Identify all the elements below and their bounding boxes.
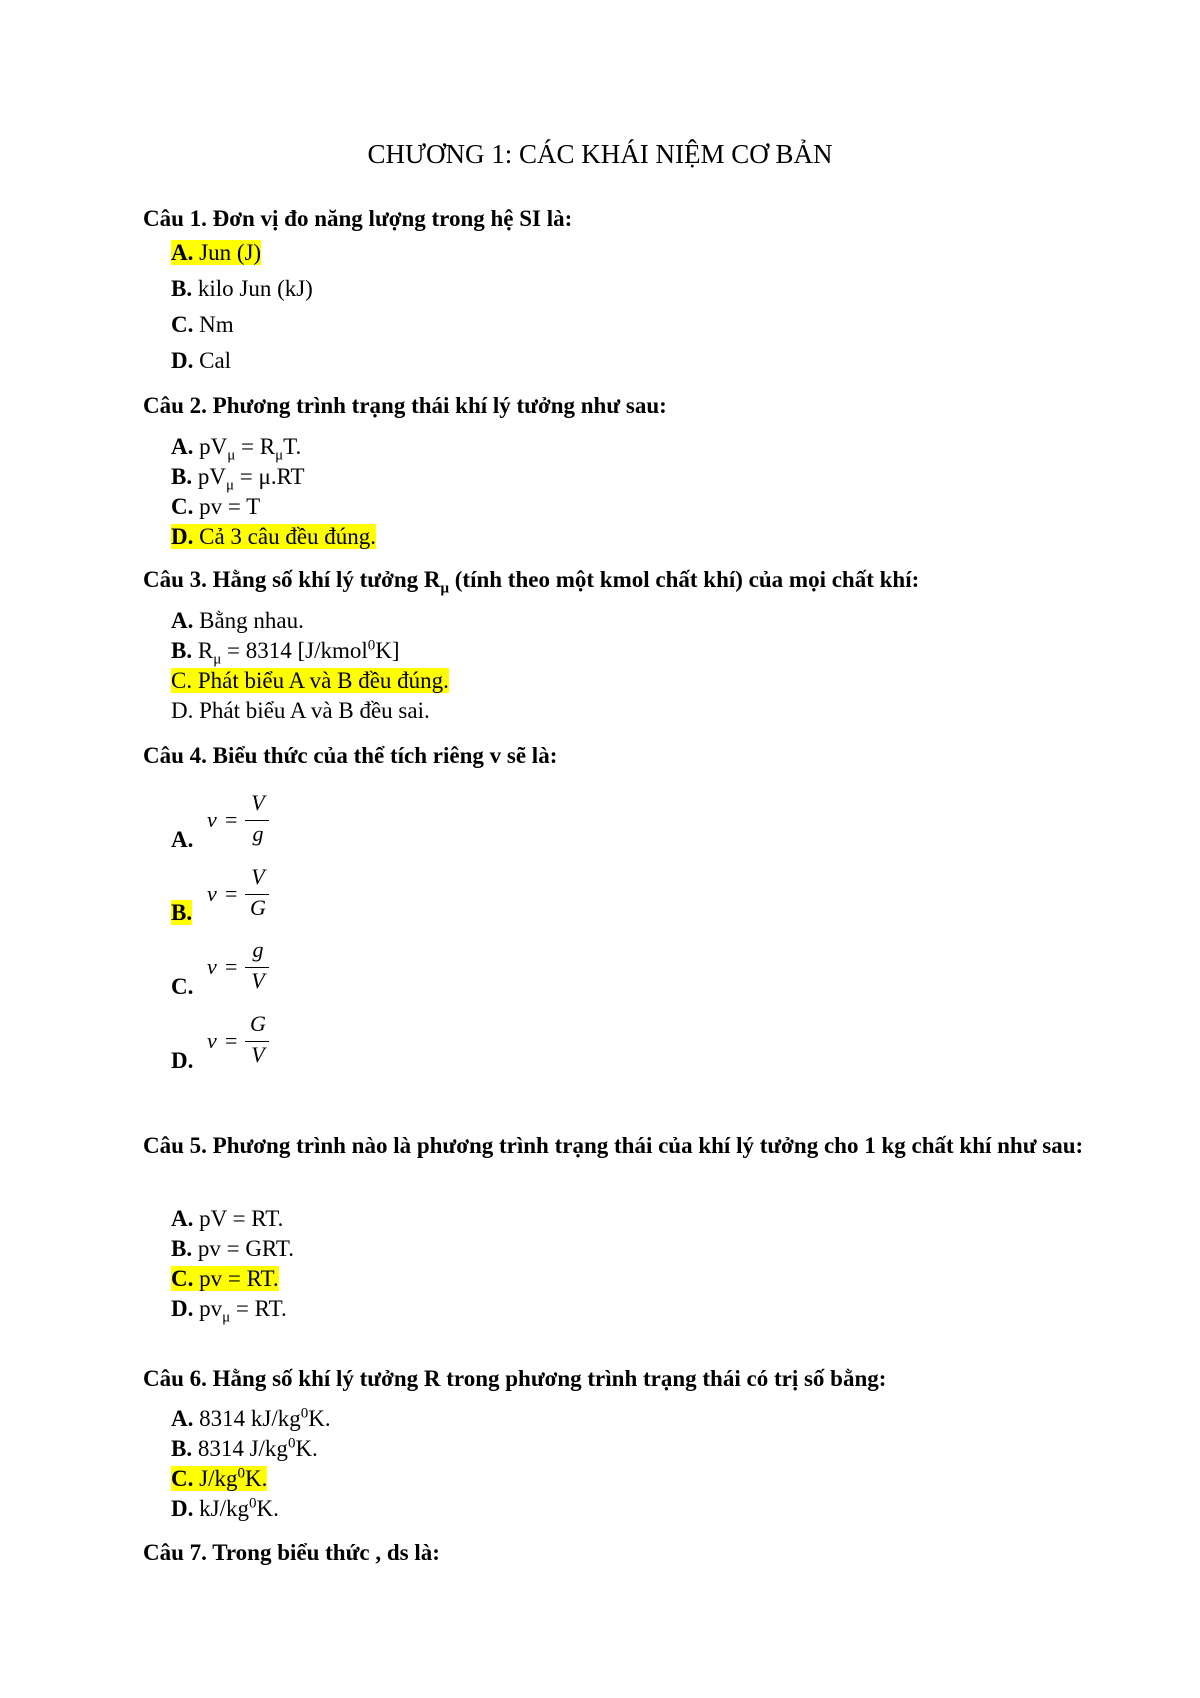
option-label: D. (171, 1296, 194, 1321)
subscript: μ (225, 477, 235, 494)
q4-option-c-label: C. (171, 974, 194, 999)
equals: = (225, 1028, 238, 1053)
highlight: C. Phát biểu A và B đều đúng. (171, 668, 449, 693)
superscript: 0 (287, 1435, 296, 1452)
question-6: Câu 6. Hằng số khí lý tưởng R trong phương trình trạng thái có trị số bằng: (143, 1366, 887, 1391)
option-label: B. (171, 1236, 193, 1261)
equals: = (225, 954, 238, 979)
q2-option-a (171, 432, 301, 462)
q1-option-b (171, 274, 313, 304)
option-label: B. (171, 276, 193, 301)
numerator: G (250, 1011, 266, 1036)
option-text: Bằng nhau. (193, 608, 304, 633)
q6-option-d (171, 1494, 279, 1524)
question-5: Câu 5. Phương trình nào là phương trình trạng thái của khí lý tưởng cho 1 kg chất khí như sau: (143, 1133, 1084, 1158)
equals: = (225, 807, 238, 832)
option-label: A. (171, 1206, 194, 1231)
q4-option-c-formula (207, 937, 277, 997)
q5-option-c (171, 1264, 279, 1294)
option-label: A. (171, 434, 194, 459)
option-label: C. (171, 494, 194, 519)
option-label: A. (171, 1406, 194, 1431)
q2-option-d (171, 522, 376, 552)
variable: v (207, 954, 217, 979)
option-text: K. (244, 1466, 268, 1491)
option-text: pv (193, 1296, 223, 1321)
option-text: K. (295, 1436, 318, 1461)
option-label: B. (171, 1436, 193, 1461)
subscript: μ (213, 651, 222, 668)
subscript: μ (440, 580, 450, 597)
option-text: pv = T (193, 494, 261, 519)
option-text: 8314 kJ/kg (193, 1406, 301, 1431)
superscript: 0 (300, 1405, 309, 1422)
option-text: pV (193, 434, 228, 459)
option-text: pV = RT. (193, 1206, 284, 1231)
highlight (171, 240, 261, 265)
option-text: Nm (193, 312, 234, 337)
q4-option-a-label: A. (171, 827, 194, 852)
q2-option-b (171, 462, 305, 492)
option-text: pV (192, 464, 226, 489)
denominator: V (251, 1042, 265, 1067)
option-text: kilo Jun (kJ) (192, 276, 313, 301)
superscript: 0 (367, 637, 376, 654)
option-text: Cả 3 câu đều đúng. (193, 524, 377, 549)
denominator: g (252, 821, 264, 846)
option-text: = R (235, 434, 276, 459)
question-3 (143, 564, 1113, 595)
q4-option-b-label (171, 898, 192, 928)
option-label: C. (171, 1266, 194, 1291)
q4-option-d-formula (207, 1011, 277, 1071)
denominator: V (251, 968, 265, 993)
option-label: C. (171, 312, 194, 337)
question-text: (tính theo một kmol chất khí) của mọi chất khí: (449, 567, 920, 592)
q5-option-a (171, 1204, 283, 1234)
q4-option-d-label: D. (171, 1048, 194, 1073)
option-text: K. (308, 1406, 331, 1431)
highlight (171, 524, 376, 549)
question-4: Câu 4. Biểu thức của thể tích riêng v sẽ là: (143, 743, 558, 768)
option-text: pv = RT. (193, 1266, 279, 1291)
superscript: 0 (237, 1465, 245, 1482)
q4-option-b-formula (207, 864, 277, 924)
q6-option-b (171, 1434, 318, 1464)
q3-option-c (171, 666, 449, 696)
q1-option-d (171, 346, 231, 376)
variable: v (207, 881, 217, 906)
option-label: A. (171, 608, 194, 633)
option-text: T. (283, 434, 302, 459)
superscript: 0 (248, 1495, 257, 1512)
subscript: μ (227, 447, 236, 464)
q6-option-a (171, 1404, 331, 1434)
option-text: = RT. (230, 1296, 287, 1321)
denominator: G (250, 895, 266, 920)
option-text: Cal (193, 348, 232, 373)
option-label: D. (171, 1496, 194, 1521)
q1-option-c (171, 310, 234, 340)
question-2: Câu 2. Phương trình trạng thái khí lý tưởng như sau: (143, 393, 667, 418)
highlight: B. (171, 900, 193, 925)
option-text: K. (256, 1496, 279, 1521)
option-label: C. (171, 1466, 194, 1491)
q4-option-a-formula (207, 790, 277, 850)
highlight (171, 1266, 279, 1291)
q5-option-d (171, 1294, 287, 1324)
option-text: K] (375, 638, 400, 663)
q1-option-a (171, 238, 261, 268)
question-1: Câu 1. Đơn vị đo năng lượng trong hệ SI là: (143, 206, 573, 231)
option-text: R (192, 638, 214, 663)
q5-option-b (171, 1234, 294, 1264)
highlight (171, 1466, 267, 1491)
option-text: pv = GRT. (192, 1236, 294, 1261)
subscript: μ (275, 447, 284, 464)
option-text: J/kg (193, 1466, 238, 1491)
q3-option-b (171, 636, 400, 666)
option-label: D. (171, 348, 194, 373)
variable: v (207, 1028, 217, 1053)
option-text: kJ/kg (193, 1496, 249, 1521)
variable: v (207, 807, 217, 832)
chapter-title: CHƯƠNG 1: CÁC KHÁI NIỆM CƠ BẢN (367, 139, 833, 169)
option-text: = μ.RT (234, 464, 305, 489)
option-label: B. (171, 464, 193, 489)
option-text: = 8314 [J/kmol (221, 638, 368, 663)
q2-option-c (171, 492, 260, 522)
question-text: Câu 3. Hằng số khí lý tưởng R (143, 567, 441, 592)
q3-option-d (171, 696, 430, 726)
subscript: μ (222, 1309, 231, 1326)
option-text: 8314 J/kg (192, 1436, 288, 1461)
numerator: V (251, 864, 265, 889)
numerator: g (252, 937, 264, 962)
q6-option-c (171, 1464, 267, 1494)
numerator: V (251, 790, 265, 815)
option-text: Jun (J) (193, 240, 262, 265)
q3-option-a (171, 606, 304, 636)
equals: = (225, 881, 238, 906)
option-text: D. Phát biểu A và B đều sai. (171, 698, 430, 723)
question-7: Câu 7. Trong biểu thức , ds là: (143, 1540, 440, 1565)
option-label: A. (171, 240, 194, 265)
option-label: D. (171, 524, 194, 549)
option-label: B. (171, 638, 193, 663)
